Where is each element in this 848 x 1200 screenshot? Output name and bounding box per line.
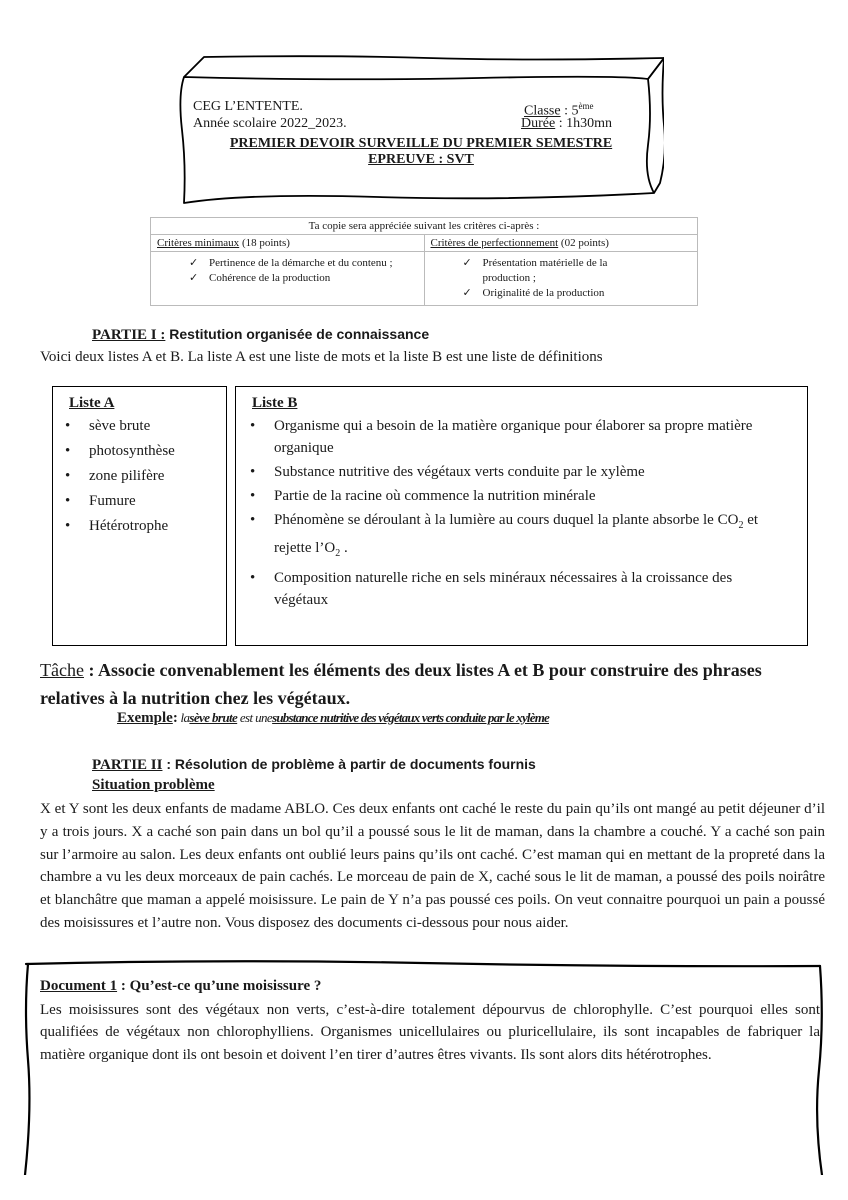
criteria-perf-label: Critères de perfectionnement (430, 237, 559, 249)
classe-sup: ème (578, 101, 594, 111)
exemple-label: Exemple (117, 710, 173, 726)
liste-a-item: • Hétérotrophe (59, 515, 220, 537)
partie2-heading (92, 756, 536, 774)
partie1-label: PARTIE I : (92, 327, 166, 343)
subscript-2: 2 (335, 548, 341, 559)
criteria-item (431, 256, 692, 286)
criteria-perf-header (424, 235, 698, 252)
tache-label: Tâche (40, 660, 84, 680)
criteria-min-points: (18 points) (239, 237, 290, 249)
partie1-intro: Voici deux listes A et B. La liste A est une liste de mots et la liste B est une liste de définitions (40, 349, 603, 365)
document1-content (40, 975, 820, 1066)
partie2-title: : Résolution de problème à partir de documents fournis (162, 756, 536, 772)
exemple-term: sève brute (189, 710, 238, 725)
subscript-2: 2 (738, 520, 744, 531)
liste-a-box (52, 386, 227, 646)
criteria-item-text: Cohérence de la production (209, 272, 331, 284)
partie2-label: PARTIE II (92, 757, 163, 773)
document1-heading (40, 975, 820, 998)
criteria-item-text: Présentation matérielle de la production ; (482, 257, 608, 284)
liste-b-item (244, 509, 777, 565)
criteria-item (157, 271, 418, 286)
criteria-min-cell (151, 252, 425, 306)
document1-text: Les moisissures sont des végétaux non verts, c’est-à-dire totalement dépourvus de chlorophylle. C’est pourquoi elles sont qualifiées de végétaux non chlorophylliens. Organismes unicellulaires ou pluricellulaire, ils sont incapables de fabriquer la matière organique dont ils ont besoin et doivent l’en tirer d’autres êtres vivants. Ils sont alors dits hétérotrophes. (40, 1001, 820, 1063)
liste-a-item: • Fumure (59, 490, 220, 512)
classe-value: : 5 (560, 103, 579, 119)
criteria-table (150, 217, 698, 306)
check-icon: ✓ (462, 257, 472, 269)
duree-label: Durée (521, 116, 556, 131)
criteria-item (431, 286, 692, 301)
situation-title: Situation problème (92, 777, 215, 793)
classe-label: Classe (524, 103, 561, 119)
criteria-min-label: Critères minimaux (157, 237, 240, 249)
exam-title: PREMIER DEVOIR SURVEILLE DU PREMIER SEMESTRE (229, 136, 613, 151)
liste-b-item4-end: . (340, 540, 348, 556)
criteria-perf-cell (424, 252, 698, 306)
liste-b-item4-text: Phénomène se déroulant à la lumière au cours duquel la plante absorbe le CO (274, 512, 739, 528)
liste-b-item: • Organisme qui a besoin de la matière organique pour élaborer sa propre matière organique (244, 415, 777, 459)
liste-b-item: • Substance nutritive des végétaux verts conduite par le xylème (244, 461, 777, 483)
tache-instruction (40, 656, 810, 712)
criteria-min-header (151, 235, 425, 252)
exemple-la: la (177, 710, 190, 725)
partie1-title: Restitution organisée de connaissance (165, 326, 430, 342)
criteria-perf-points: (02 points) (558, 237, 609, 249)
document1-title: : Qu’est-ce qu’une moisissure ? (117, 978, 322, 994)
liste-a-item: • sève brute (59, 415, 220, 437)
liste-b-item: • Composition naturelle riche en sels minéraux nécessaires à la croissance des végétaux (244, 567, 777, 611)
school-year: Année scolaire 2022_2023. (193, 116, 347, 131)
duree-value: : 1h30mn (555, 116, 612, 131)
criteria-item-text: Originalité de la production (482, 287, 605, 299)
liste-b-item4-mid: et rejette l’O (274, 512, 759, 556)
exemple-def: substance nutritive des végétaux verts conduite par le xylème (272, 710, 549, 725)
liste-b-box (235, 386, 808, 646)
school-name: CEG L’ENTENTE. (193, 99, 303, 114)
document1-label: Document 1 (40, 978, 118, 994)
exemple-line (117, 710, 549, 727)
criteria-item-text: Pertinence de la démarche et du contenu ; (209, 257, 393, 269)
liste-a-title: Liste A (69, 395, 115, 411)
liste-a-item: • photosynthèse (59, 440, 220, 462)
check-icon: ✓ (189, 272, 199, 284)
header-box (178, 55, 664, 205)
duree-line (521, 115, 612, 132)
exemple-colon: : (172, 710, 178, 726)
tache-text: : Associe convenablement les éléments des deux listes A et B pour construire des phrases relatives à la nutrition chez les végétaux. (40, 660, 762, 708)
criteria-item (157, 256, 418, 271)
criteria-intro: Ta copie sera appréciée suivant les critères ci-après : (151, 218, 698, 235)
exam-subject: EPREUVE : SVT (368, 152, 474, 167)
partie1-heading (92, 326, 429, 344)
liste-a-item: • zone pilifère (59, 465, 220, 487)
exemple-est: est une (237, 710, 273, 725)
situation-text: X et Y sont les deux enfants de madame ABLO. Ces deux enfants ont caché le reste du pain qu’ils ont mangé au petit déjeuner d’il y a trois jours. X a caché son pain dans un bol qu’il a poussé sous le lit de maman, dans la chambre a couché. Y a caché son pain sur l’armoire au salon. Les deux enfants ont oublié leurs pains qu’ils ont caché. C’est maman qui en mettant de la propreté dans la chambre a vu les deux morceaux de pain cachés. Le morceau de pain de X, caché sous le lit de maman, a poussé des poils noirâtre et blanchâtre que maman a appelé moisissure. Le pain de Y n’a pas poussé ces poils. On veut connaitre pourquoi un pain a poussé des moisissures et l’autre non. Vous disposez des documents ci-dessous pour nous aider. (40, 801, 825, 931)
check-icon: ✓ (189, 257, 199, 269)
liste-b-item: • Partie de la racine où commence la nutrition minérale (244, 485, 777, 507)
check-icon: ✓ (462, 287, 472, 299)
liste-b-title: Liste B (252, 395, 298, 411)
